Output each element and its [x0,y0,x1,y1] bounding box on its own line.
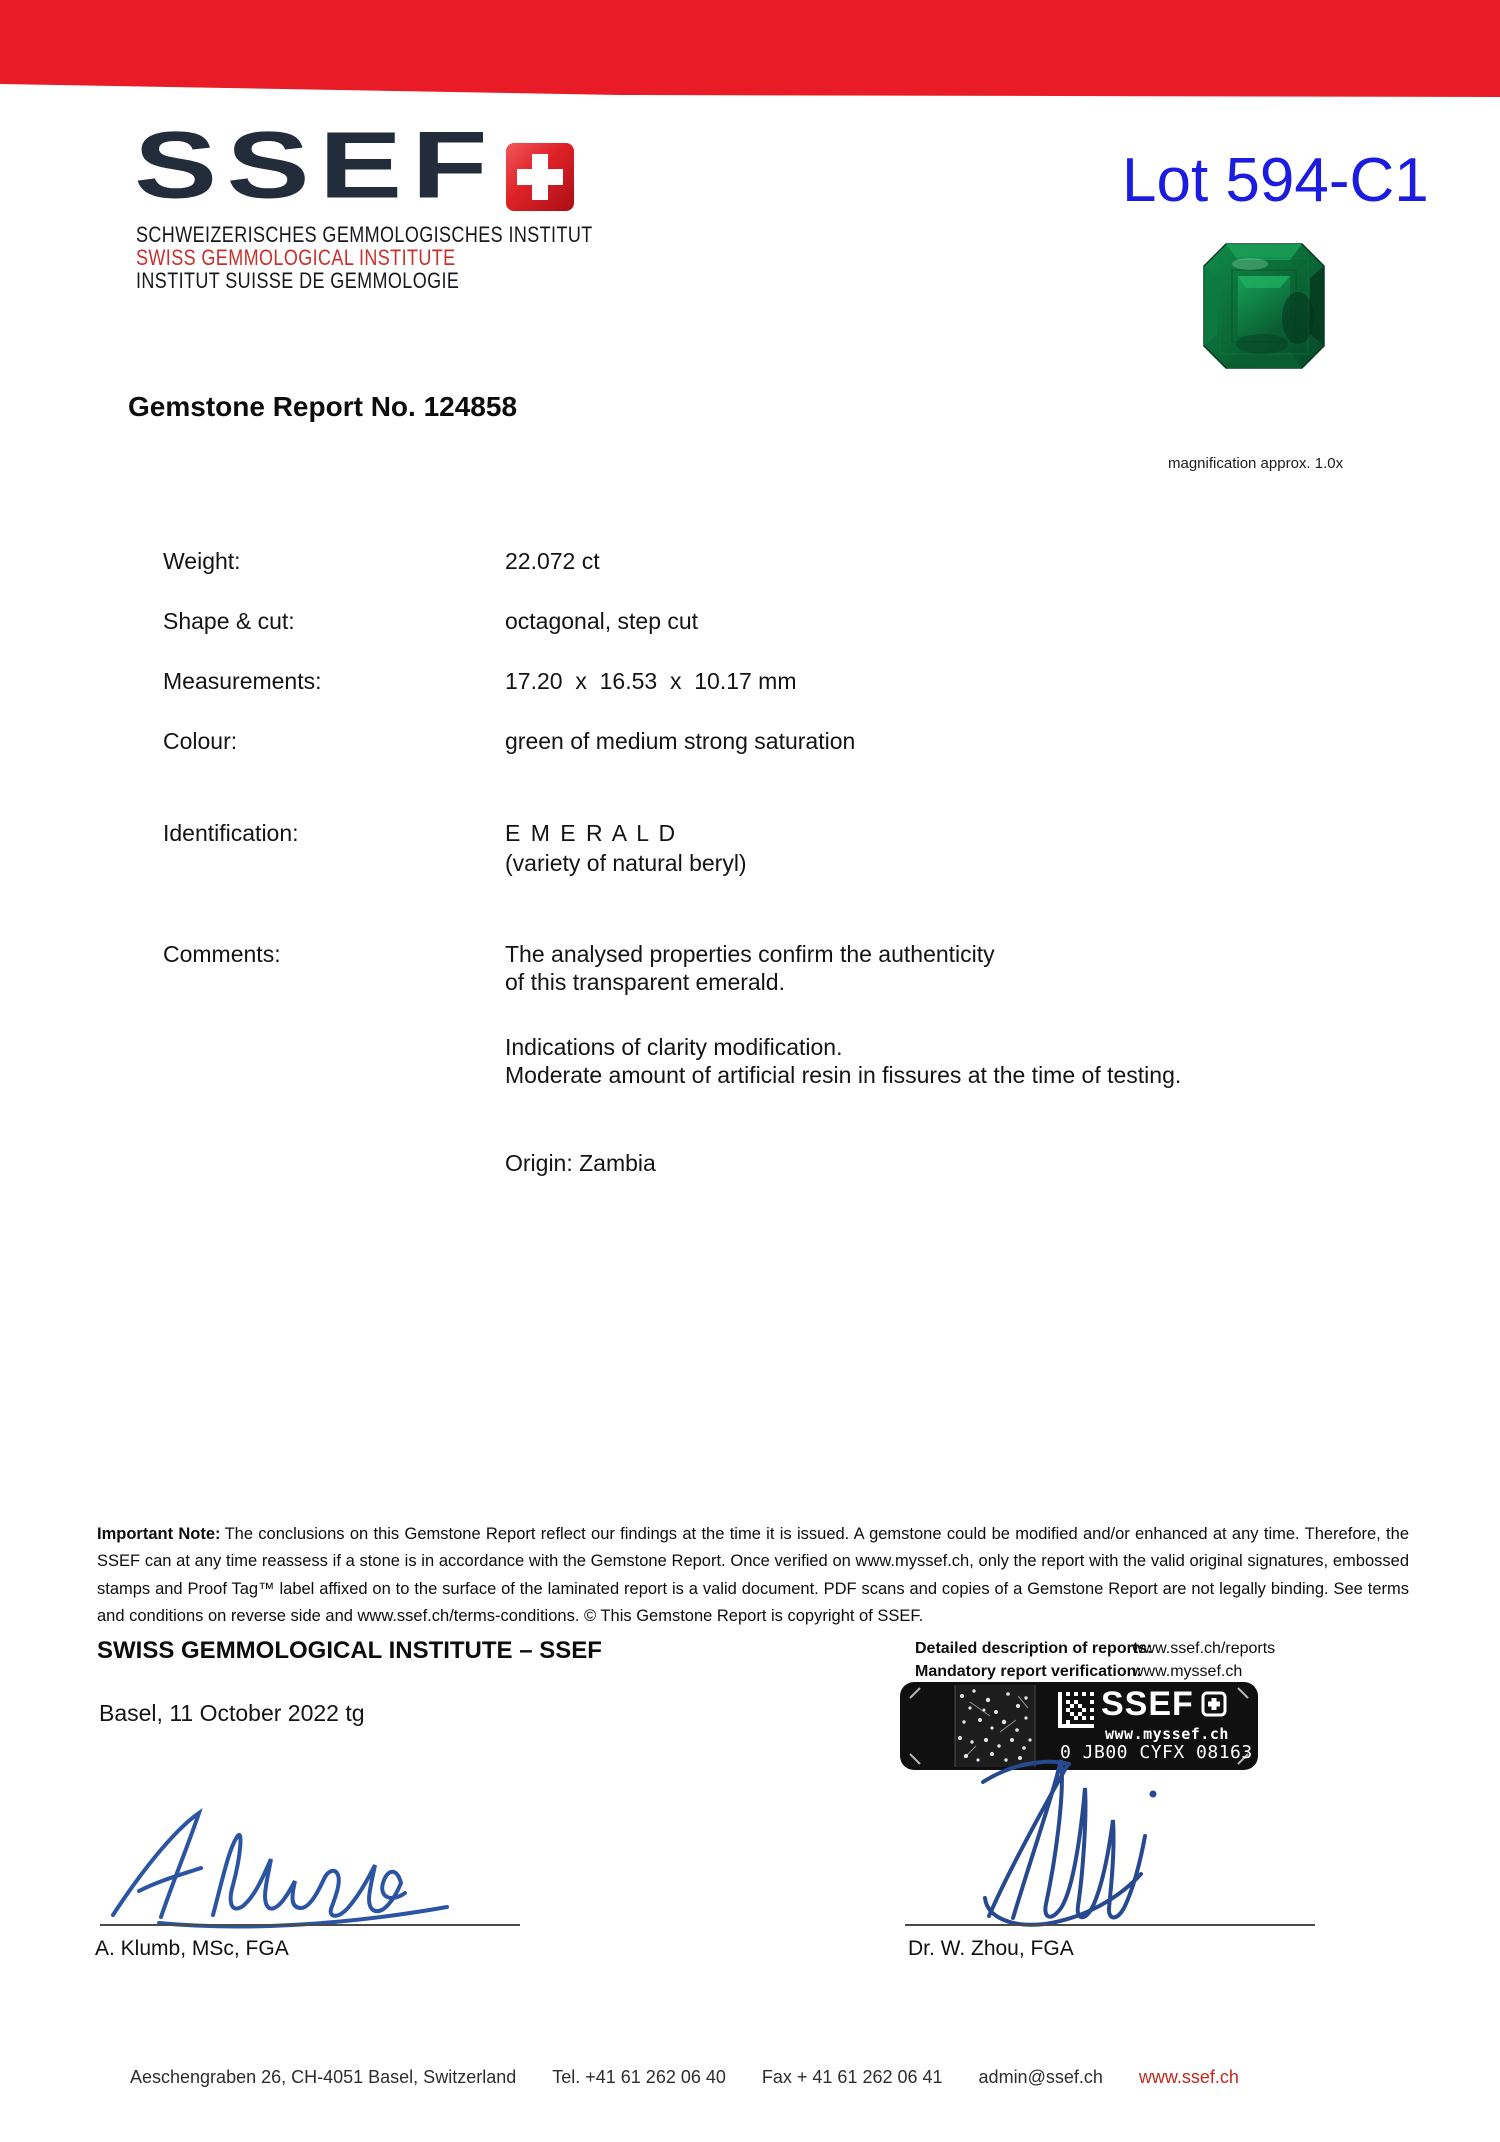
property-value: octagonal, step cut [505,608,699,634]
identification-value: E M E R A L D [505,820,678,846]
lot-number: Lot 594-C1 [1122,146,1429,215]
comments-line: of this transparent emerald. [505,969,785,995]
verification-label-2: Mandatory report verification: [915,1663,1142,1680]
date-line: Basel, 11 October 2022 tg [99,1700,365,1726]
property-label: Shape & cut: [163,608,295,634]
institute-name: SWISS GEMMOLOGICAL INSTITUTE – SSEF [97,1637,602,1664]
ssef-wordmark: SSEF [134,111,498,218]
comments-line: Moderate amount of artificial resin in fissures at the time of testing. [505,1062,1182,1088]
signature-right-ink [895,1752,1325,1930]
property-row-weight [163,548,1363,578]
property-label: Weight: [163,548,241,574]
verification-value-1: www.ssef.ch/reports [1132,1640,1276,1657]
footer-address: Aeschengraben 26, CH-4051 Basel, Switzerland [130,2067,517,2087]
comments-row-1 [163,941,1363,971]
comments-row-4 [163,1062,1363,1092]
signature-line-left [100,1924,520,1926]
comments-row-3 [163,1034,1363,1064]
footer-email: admin@ssef.ch [978,2067,1103,2087]
property-value: 17.20 x 16.53 x 10.17 mm [505,668,797,694]
magnification-caption: magnification approx. 1.0x [1168,455,1344,472]
identification-subvalue: (variety of natural beryl) [505,850,747,876]
important-note [97,1521,1409,1631]
important-note-body: The conclusions on this Gemstone Report reflect our findings at the time it is issued. A gemstone could be modified and/or enhanced at any time. Therefore, the SSEF can at any time reassess if a stone is in accordance with the Gemstone Report. Once verified on www.myssef.ch, only the report with the valid original signatures, embossed stamps and Proof Tag™ label affixed on to the surface of the laminated report is a valid document. PDF scans and copies of a Gemstone Report are not legally binding. See terms and conditions on reverse side and www.ssef.ch/terms-conditions. © This Gemstone Report is copyright of SSEF. [97,1524,1409,1625]
footer-website: www.ssef.ch [1138,2067,1239,2087]
proof-tag-url: www.myssef.ch [1105,1725,1229,1743]
signatory-name-right: Dr. W. Zhou, FGA [908,1937,1074,1960]
logo-subtitle-de: SCHWEIZERISCHES GEMMOLOGISCHES INSTITUT [136,222,593,247]
top-red-banner [0,0,1500,100]
proof-tag-code: 0 JB00 CYFX 08163 [1060,1742,1253,1763]
proof-tag-brand: SSEF [1101,1685,1194,1723]
property-value: green of medium strong saturation [505,728,856,754]
property-row-measurements [163,668,1363,698]
proof-tag-label [900,1682,1258,1770]
signature-line-right [905,1924,1315,1926]
important-note-label: Important Note: [97,1524,221,1543]
logo-subtitle-fr: INSTITUT SUISSE DE GEMMOLOGIE [136,268,460,293]
qr-code-icon [1058,1692,1094,1728]
logo-subtitle-en: SWISS GEMMOLOGICAL INSTITUTE [136,245,456,270]
verification-label-1: Detailed description of reports: [915,1640,1153,1657]
comments-label: Comments: [163,941,281,967]
verification-info [915,1637,1275,1683]
origin-row [163,1150,1363,1180]
footer-fax: Fax + 41 61 262 06 41 [761,2067,943,2087]
property-label: Colour: [163,728,238,754]
origin-value: Origin: Zambia [505,1150,656,1176]
signatory-name-left: A. Klumb, MSc, FGA [95,1937,289,1960]
swiss-cross-icon [505,142,575,212]
verification-value-2: www.myssef.ch [1132,1663,1243,1680]
comments-line: The analysed properties confirm the authenticity [505,941,995,967]
identification-label: Identification: [163,820,299,846]
footer-contact-line [130,2067,1239,2088]
property-row-colour [163,728,1363,758]
plus-box-icon [1201,1691,1227,1717]
identification-subrow [163,850,1363,880]
identification-row [163,820,1363,850]
footer-tel: Tel. +41 61 262 06 40 [552,2067,726,2087]
signature-left-ink [95,1797,525,1929]
property-value: 22.072 ct [505,548,600,574]
proof-tag-brand-row [1101,1687,1227,1721]
property-row-shape [163,608,1363,638]
report-title: Gemstone Report No. 124858 [128,391,518,422]
emerald-photo [1200,240,1328,372]
property-label: Measurements: [163,668,322,694]
comments-line: Indications of clarity modification. [505,1034,843,1060]
comments-row-2 [163,969,1363,999]
